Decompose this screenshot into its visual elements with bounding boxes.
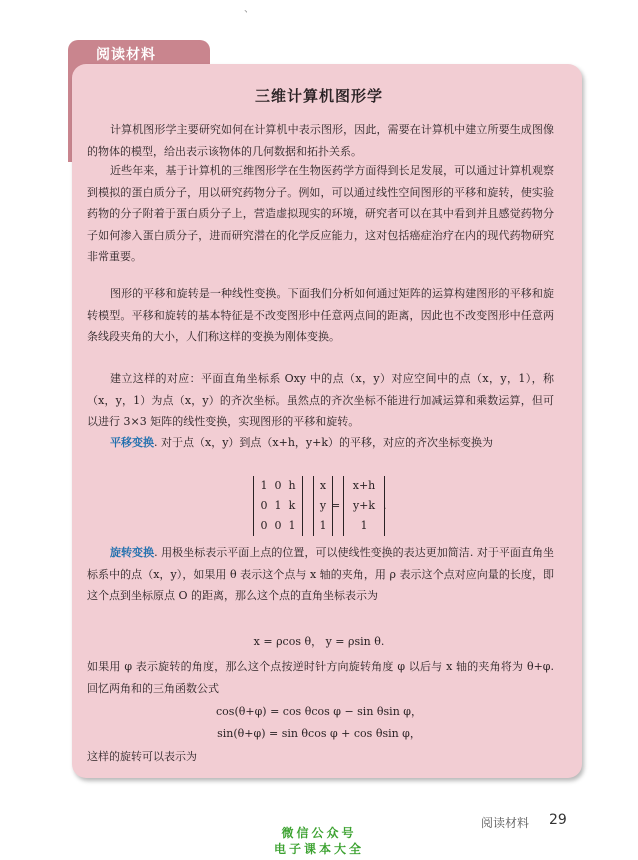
article-title: 三维计算机图形学 bbox=[254, 87, 383, 105]
vector-cell: y+k bbox=[352, 499, 376, 512]
watermark-line-2: 电子课本大全 bbox=[273, 842, 364, 856]
matrix-cell: 0 bbox=[274, 519, 282, 532]
matrix-cell: 1 bbox=[274, 499, 282, 512]
vector-cell: 1 bbox=[360, 519, 368, 532]
matrix-cell: 1 bbox=[260, 479, 268, 492]
translation-paragraph bbox=[87, 432, 554, 454]
matrix-cell: 0 bbox=[274, 479, 282, 492]
rotation-heading: 旋转变换 bbox=[110, 546, 155, 559]
sin-sum-formula: sin(θ+φ) = sin θcos φ + cos θsin φ， bbox=[217, 727, 421, 740]
transform-matrix bbox=[253, 476, 303, 536]
vector-cell: y bbox=[319, 499, 327, 512]
input-vector bbox=[313, 476, 333, 536]
equals-sign: = bbox=[331, 499, 341, 512]
equation-end-dot: . bbox=[383, 499, 387, 512]
matrix-cell: 1 bbox=[288, 519, 296, 532]
rotation-paragraph bbox=[87, 542, 554, 607]
paragraph-2: 近些年来，基于计算机的三维图形学在生物医药学方面得到长足发展，可以通过计算机观察到模拟的蛋白质分子，用以研究药物分子。例如，可以通过线性空间图形的平移和旋转，使实验药物的分子附着于蛋白质分子上，营造虚拟现实的环境，研究者可以在其中看到并且感觉药物分子如何渗入蛋白质分子，进而研究潜在的化学反应能力，这对包括癌症治疗在内的现代药物研究非常重要。 bbox=[87, 164, 554, 263]
top-mark: 、 bbox=[244, 4, 254, 15]
polar-formula: x = ρcos θ， y = ρsin θ. bbox=[253, 635, 385, 648]
tab-label: 阅读材料 bbox=[96, 47, 156, 63]
closing-line: 这样的旋转可以表示为 bbox=[87, 750, 197, 763]
matrix-cell: k bbox=[288, 499, 296, 512]
page-number: 29 bbox=[549, 812, 567, 828]
paragraph-3: 图形的平移和旋转是一种线性变换。下面我们分析如何通过矩阵的运算构建图形的平移和旋转模型。平移和旋转的基本特征是不改变图形中任意两点间的距离，因此也不改变图形中任意两条线段夹角的大小，人们称这样的变换为刚体变换。 bbox=[87, 287, 554, 343]
cos-sum-formula: cos(θ+φ) = cos θcos φ − sin θsin φ， bbox=[216, 705, 422, 718]
translation-text: . 对于点（x，y）到点（x+h，y+k）的平移，对应的齐次坐标变换为 bbox=[154, 436, 494, 449]
vector-cell: 1 bbox=[319, 519, 327, 532]
matrix-cell: 0 bbox=[260, 519, 268, 532]
watermark-line-1: 微信公众号 bbox=[281, 826, 357, 840]
footer-section-label: 阅读材料 bbox=[481, 816, 530, 830]
paragraph-after: 如果用 φ 表示旋转的角度，那么这个点按逆时针方向旋转角度 φ 以后与 x 轴的夹角将为 θ+φ. 回忆两角和的三角函数公式 bbox=[87, 660, 554, 695]
paragraph-4: 建立这样的对应：平面直角坐标系 Oxy 中的点（x，y）对应空间中的点（x，y，1），称（x，y，1）为点（x，y）的齐次坐标。虽然点的齐次坐标不能进行加减运算和乘数运算，但可以进行 3×3 矩阵的线性变换，实现图形的平移和旋转。 bbox=[87, 372, 554, 428]
matrix-cell: 0 bbox=[260, 499, 268, 512]
paragraph-1: 计算机图形学主要研究如何在计算机中表示图形，因此，需要在计算机中建立所要生成图像的物体的模型，给出表示该物体的几何数据和拓扑关系。 bbox=[87, 123, 554, 158]
matrix-cell: h bbox=[288, 479, 296, 492]
translation-matrix-equation bbox=[0, 476, 638, 536]
result-vector bbox=[343, 476, 385, 536]
vector-cell: x+h bbox=[352, 479, 376, 492]
translation-heading: 平移变换 bbox=[110, 436, 154, 449]
rotation-text: . 用极坐标表示平面上点的位置，可以使线性变换的表达更加简洁. 对于平面直角坐标系中的点（x，y），如果用 θ 表示这个点与 x 轴的夹角，用 ρ 表示这个点对应向量的长度，即这个点到坐标原点 O 的距离，那么这个点的直角坐标表示为 bbox=[87, 546, 555, 602]
vector-cell: x bbox=[319, 479, 327, 492]
